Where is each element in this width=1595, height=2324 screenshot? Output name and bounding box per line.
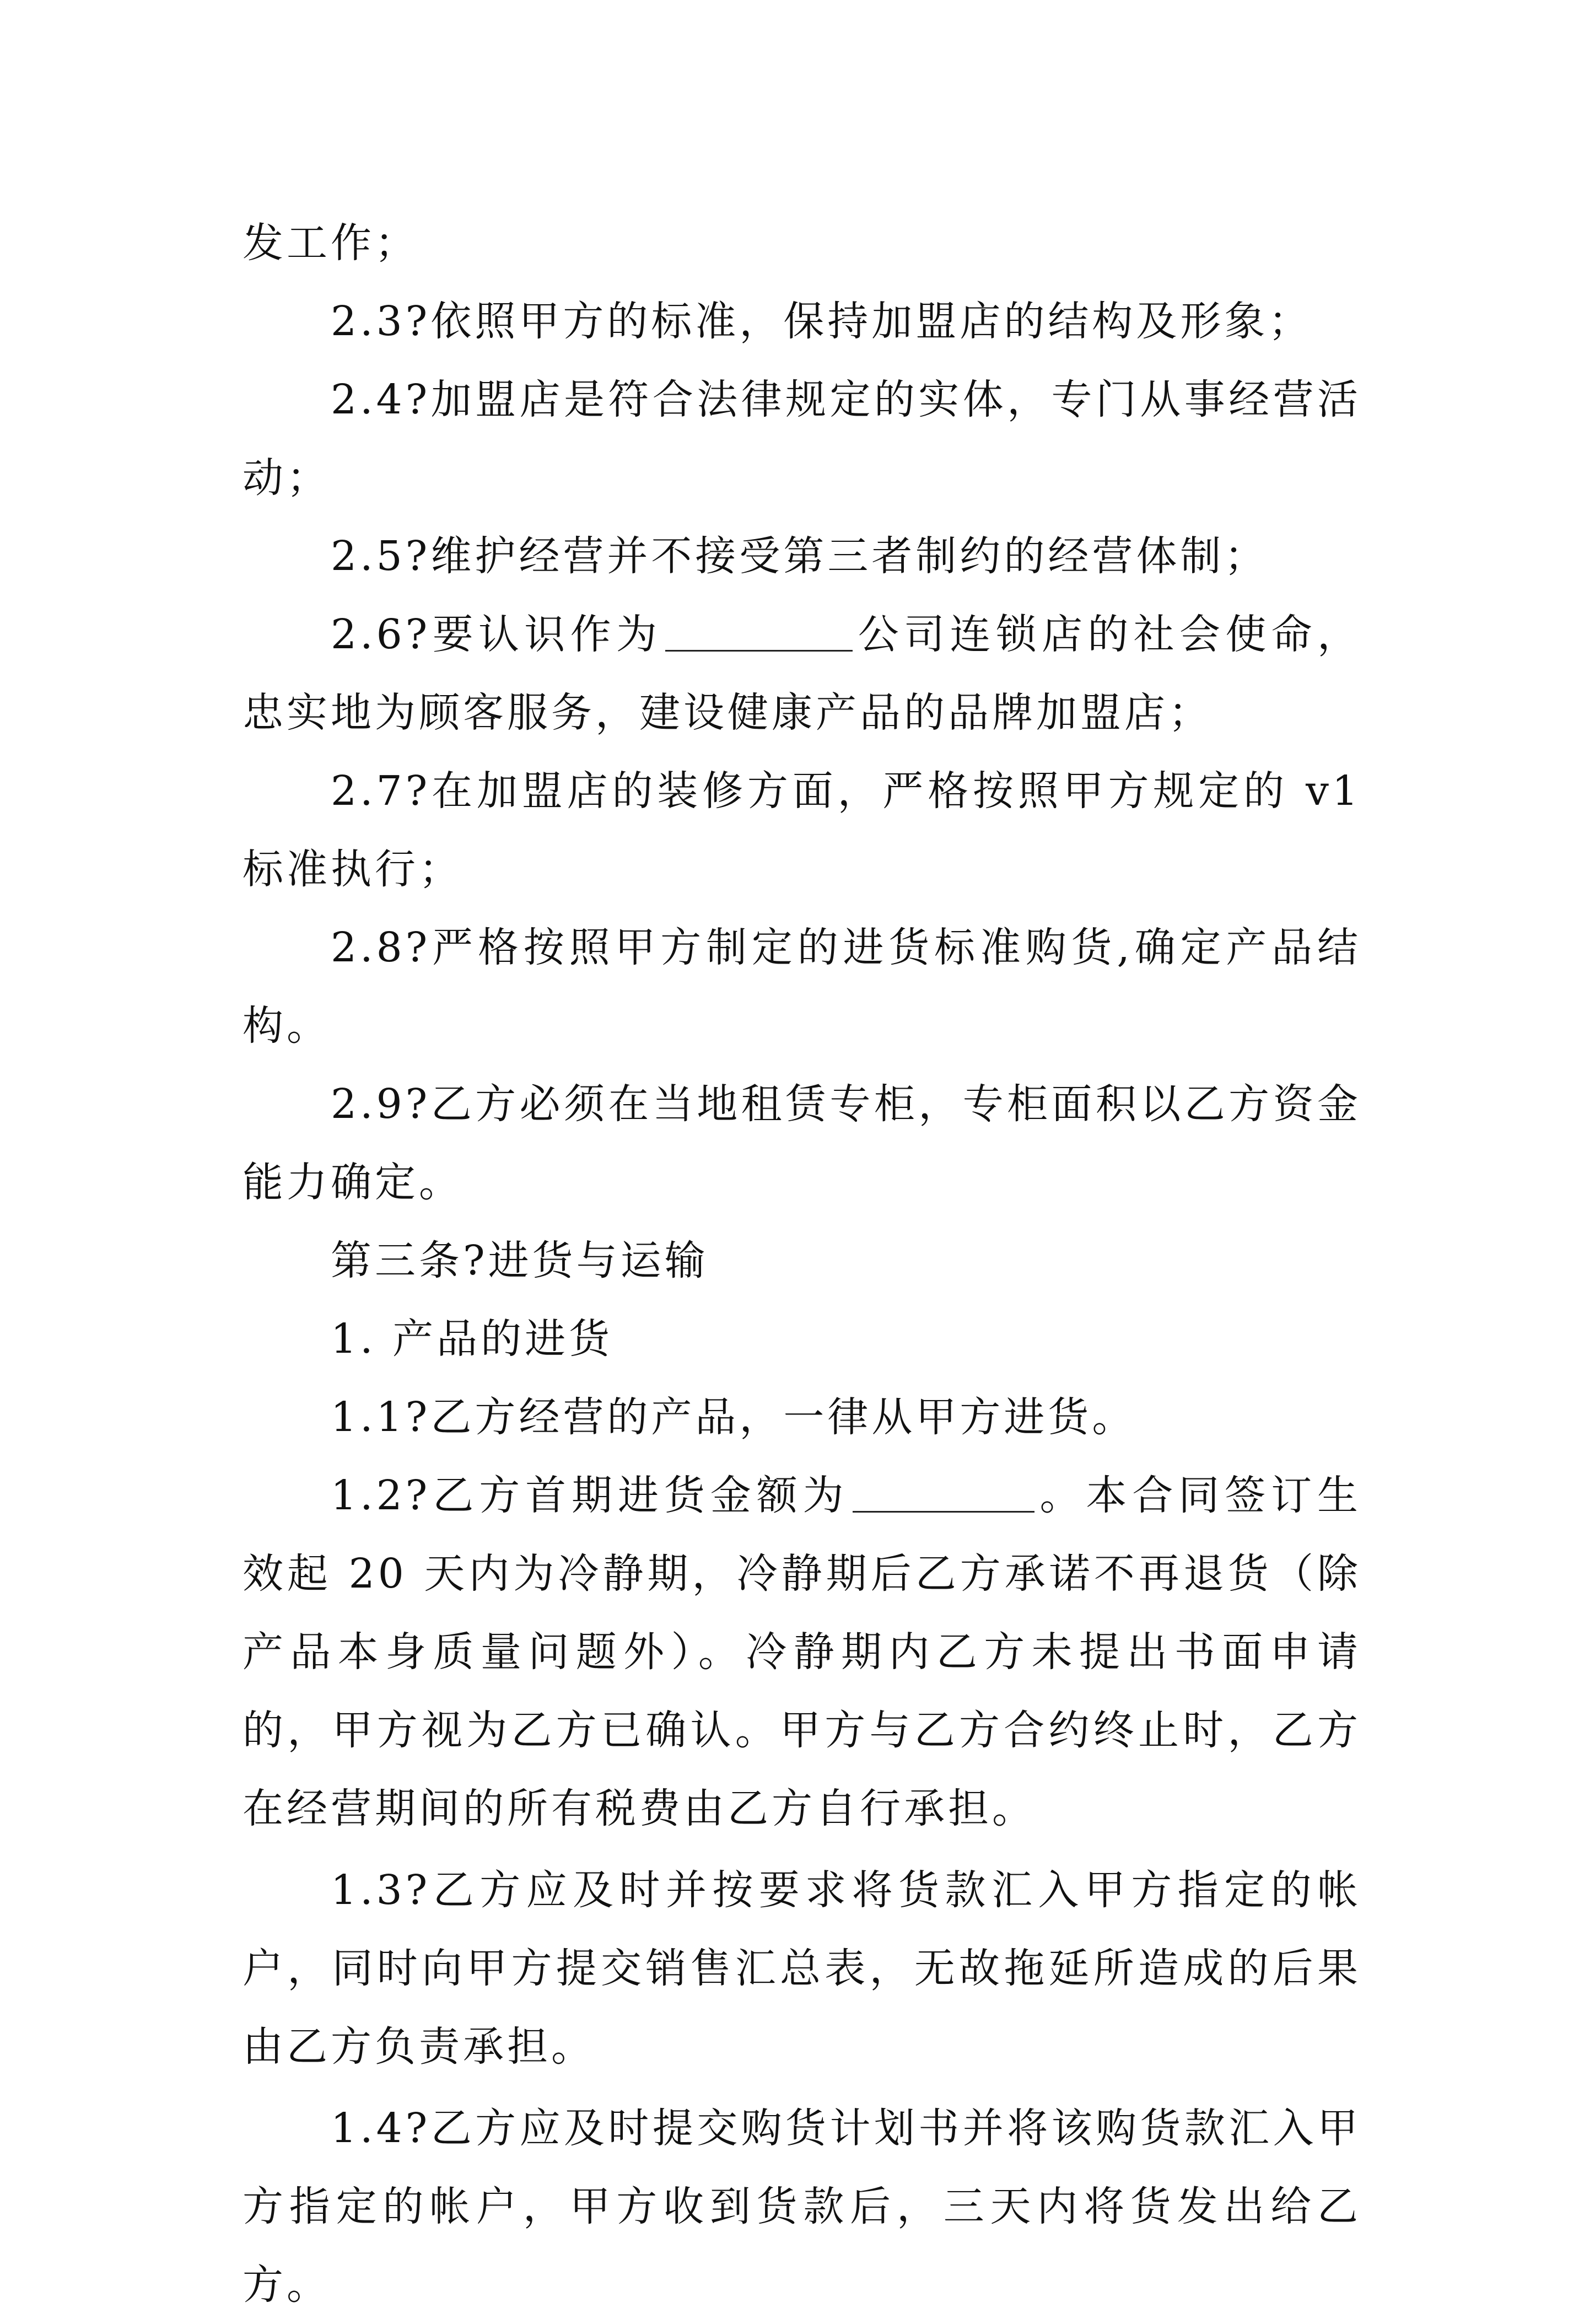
clause-1-1: 1.1?乙方经营的产品，一律从甲方进货。 [331, 1394, 1136, 1441]
clause-1-2-rest: 。本合同签订生效起 20 天内为冷静期，冷静期后乙方承诺不再退货（除产品本身质量问题外）。冷静期内乙方未提出书面申请的，甲方视为乙方已确认。甲方与乙方合约终止时，乙方在经营期间的所有税费由乙方自行承担。 [243, 1472, 1362, 1832]
company-name-blank [665, 617, 853, 652]
clause-2-6 [243, 595, 1361, 752]
clause-1-3: 1.3?乙方应及时并按要求将货款汇入甲方指定的帐户，同时向甲方提交销售汇总表，无故拖延所造成的后果由乙方负责承担。 [243, 1866, 1361, 2070]
clause-1-2-lead: 1.2?乙方首期进货金额为 [331, 1472, 849, 1519]
clause-2-6-rest: 公司连锁店的社会使命，忠实地为顾客服务，建设健康产品的品牌加盟店； [243, 611, 1362, 736]
clause-2-8: 2.8?严格按照甲方制定的进货标准购货,确定产品结构。 [243, 924, 1361, 1050]
article-3-heading: 第三条?进货与运输 [331, 1237, 709, 1284]
clause-1-2 [243, 1456, 1361, 1848]
amount-blank [853, 1478, 1034, 1513]
clause-2-5: 2.5?维护经营并不接受第三者制约的经营体制； [331, 532, 1269, 580]
clause-2-6-lead: 2.6?要认识作为 [331, 611, 662, 658]
paragraph-continuation: 发工作； [243, 219, 419, 267]
clause-2-7: 2.7?在加盟店的装修方面，严格按照甲方规定的 v1 标准执行； [243, 767, 1361, 893]
document-body [243, 204, 1361, 2324]
clause-2-9: 2.9?乙方必须在当地租赁专柜，专柜面积以乙方资金能力确定。 [243, 1080, 1361, 1206]
clause-2-4: 2.4?加盟店是符合法律规定的实体，专门从事经营活动； [243, 376, 1361, 502]
clause-2-3: 2.3?依照甲方的标准，保持加盟店的结构及形象； [331, 298, 1313, 345]
section-1-heading: 1. 产品的进货 [331, 1315, 613, 1363]
clause-1-4: 1.4?乙方应及时提交购货计划书并将该购货款汇入甲方指定的帐户，甲方收到货款后，三天内将货发出给乙方。 [243, 2105, 1361, 2309]
